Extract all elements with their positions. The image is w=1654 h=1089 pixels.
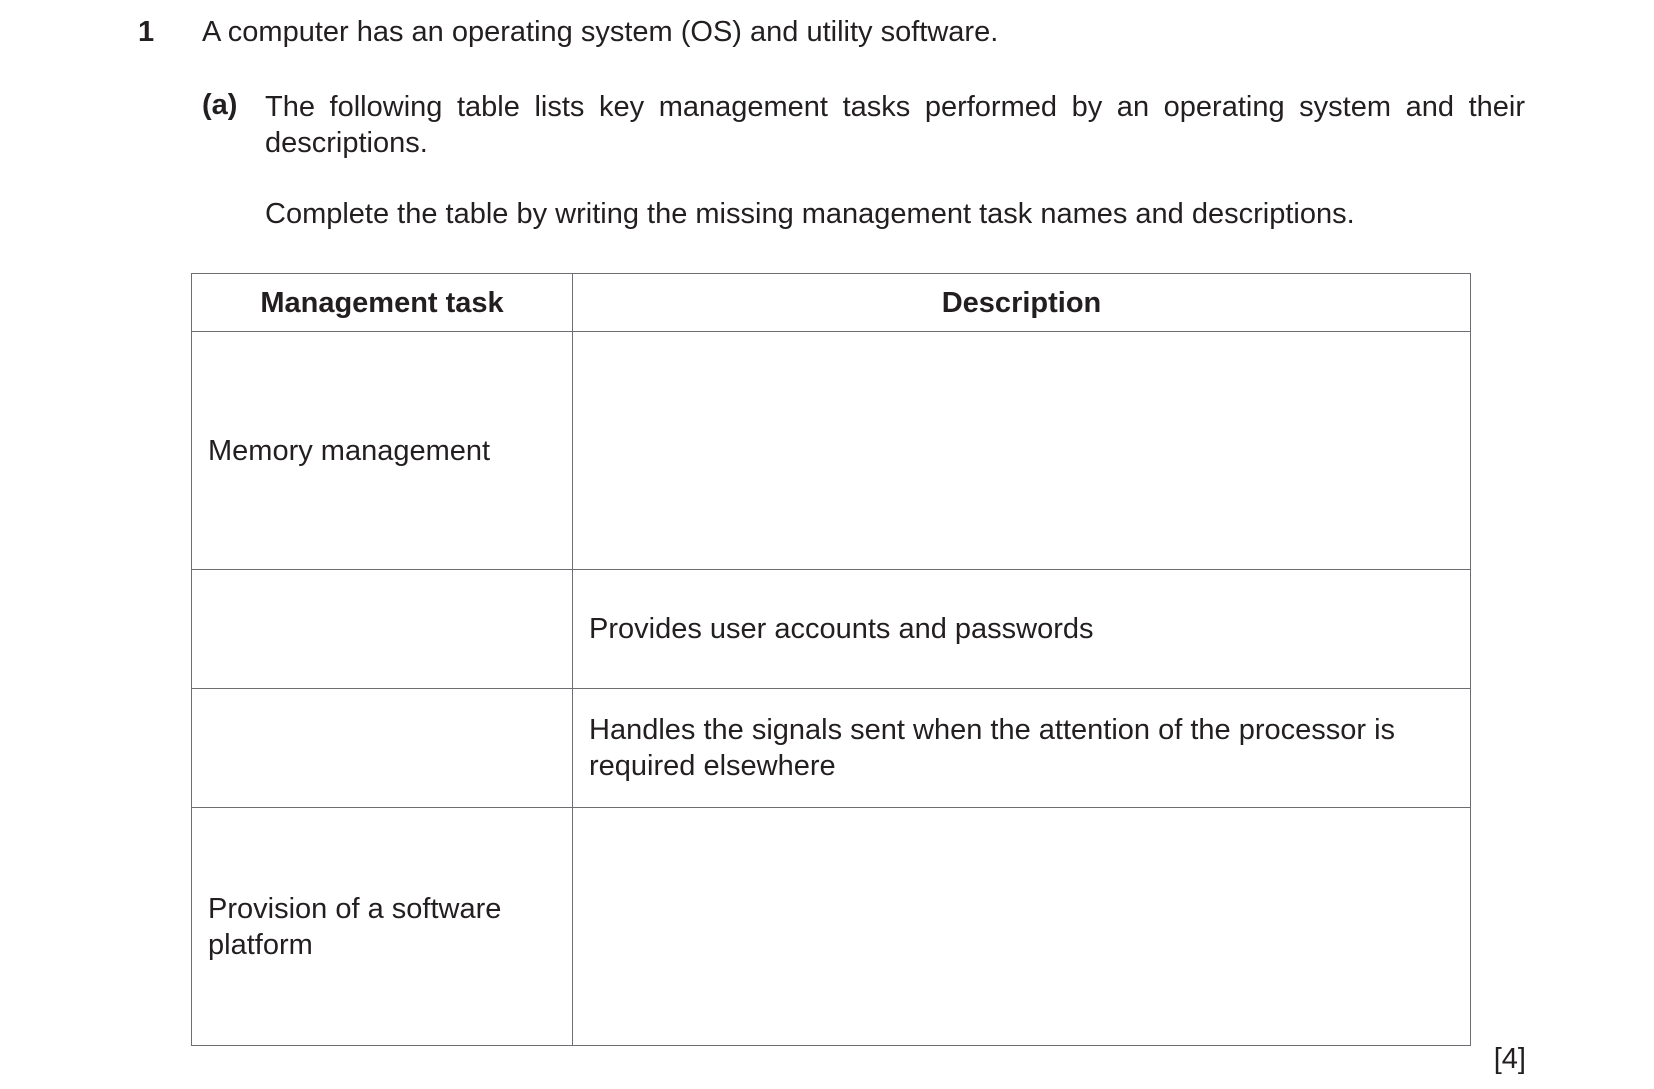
- part-label: (a): [202, 89, 238, 121]
- header-management-task: Management task: [192, 274, 573, 332]
- task-cell: Memory management: [192, 332, 573, 570]
- table-row: [192, 808, 1471, 1046]
- question-stem: A computer has an operating system (OS) and utility software.: [202, 16, 999, 48]
- table-header-row: [192, 274, 1471, 332]
- part-text: The following table lists key management tasks performed by an operating system and their descriptions.: [265, 91, 1525, 159]
- task-answer-cell[interactable]: [192, 689, 573, 808]
- description-cell: Handles the signals sent when the attention of the processor is required elsewhere: [573, 689, 1471, 808]
- question-number: 1: [138, 16, 155, 48]
- description-cell: Provides user accounts and passwords: [573, 570, 1471, 689]
- task-cell: Provision of a software platform: [192, 808, 573, 1046]
- description-answer-cell[interactable]: [573, 332, 1471, 570]
- table-row: [192, 689, 1471, 808]
- description-answer-cell[interactable]: [573, 808, 1471, 1046]
- table-row: [192, 570, 1471, 689]
- management-task-table: [191, 273, 1471, 1046]
- header-description: Description: [573, 274, 1471, 332]
- table-row: [192, 332, 1471, 570]
- task-answer-cell[interactable]: [192, 570, 573, 689]
- part-instruction: Complete the table by writing the missing management task names and descriptions.: [265, 198, 1355, 230]
- marks-available: [4]: [1493, 1043, 1526, 1075]
